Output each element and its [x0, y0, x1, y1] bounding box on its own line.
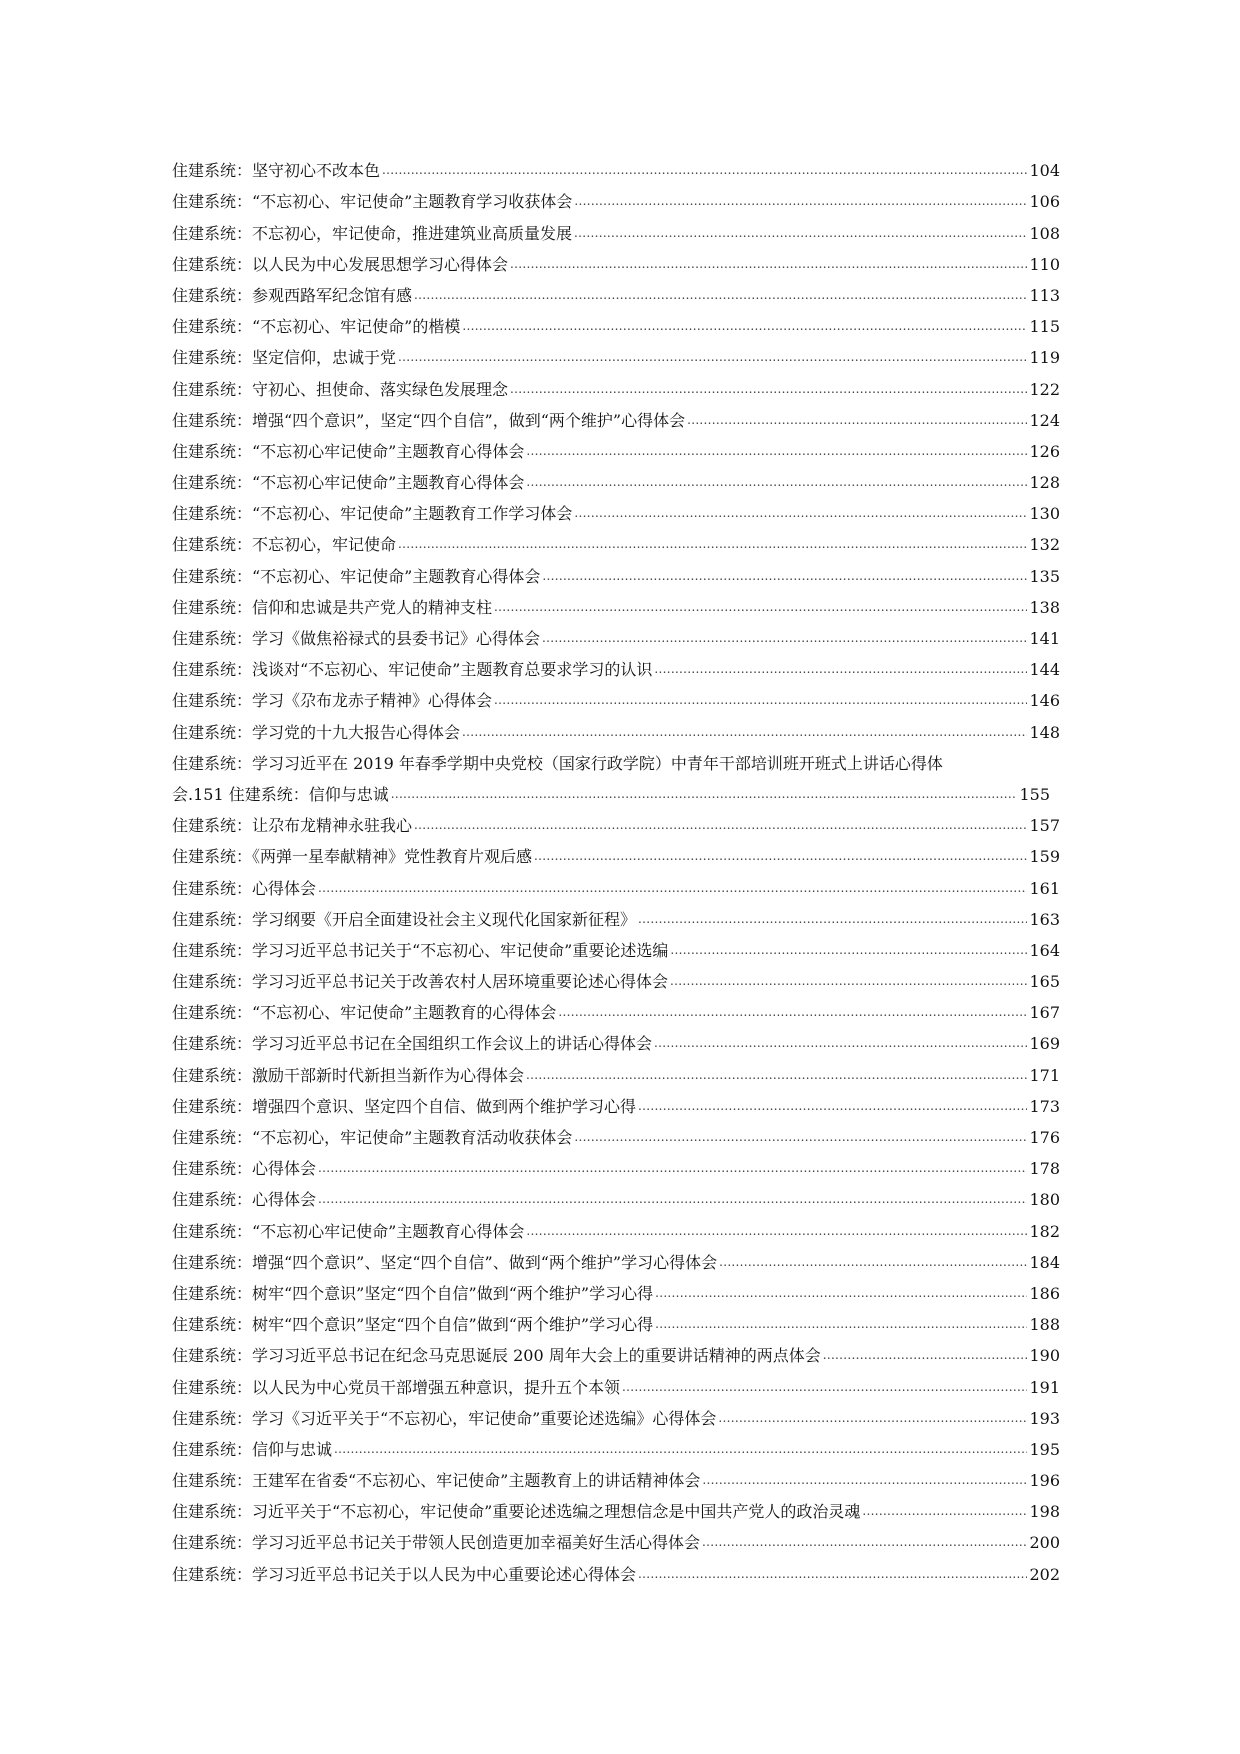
toc-wrapped-line2-page: 155: [1019, 784, 1050, 804]
toc-dot-leader: [670, 941, 1027, 961]
toc-entry[interactable]: [172, 181, 1060, 212]
toc-dot-leader: [414, 816, 1027, 836]
toc-entry-title: 住建系统：信仰与忠诚: [172, 1439, 333, 1459]
toc-entry-title: 住建系统：“不忘初心、牢记使命”主题教育工作学习体会: [172, 504, 573, 524]
toc-dot-leader: [510, 380, 1027, 400]
toc-entry[interactable]: [172, 680, 1060, 711]
toc-entry[interactable]: [172, 1522, 1060, 1553]
toc-entry-page-number: 184: [1029, 1252, 1060, 1272]
toc-dot-leader: [526, 1222, 1027, 1242]
toc-entry-title: 住建系统：不忘初心，牢记使命: [172, 535, 397, 555]
toc-dot-leader: [391, 785, 1018, 805]
toc-entry[interactable]: [172, 1023, 1060, 1054]
toc-entry[interactable]: [172, 493, 1060, 524]
toc-entry-page-number: 113: [1029, 285, 1060, 305]
toc-entry[interactable]: [172, 1304, 1060, 1335]
toc-entry-page-number: 193: [1029, 1408, 1060, 1428]
toc-entry[interactable]: [172, 992, 1060, 1023]
toc-entry[interactable]: [172, 306, 1060, 337]
toc-entry[interactable]: [172, 337, 1060, 368]
toc-entry[interactable]: [172, 431, 1060, 462]
toc-entry-page-number: 167: [1029, 1003, 1060, 1023]
toc-entry-page-number: 164: [1029, 940, 1060, 960]
toc-entry-page-number: 130: [1029, 504, 1060, 524]
toc-entry-title: 住建系统：《两弹一星奉献精神》党性教育片观后感: [172, 847, 533, 867]
toc-entry-title: 住建系统：学习习近平总书记关于以人民为中心重要论述心得体会: [172, 1564, 637, 1584]
toc-entry-page-number: 163: [1029, 909, 1060, 929]
toc-entry-title: 住建系统：“不忘初心、牢记使命”的楷模: [172, 317, 461, 337]
toc-dot-leader: [638, 1565, 1027, 1585]
toc-entry[interactable]: [172, 212, 1060, 243]
toc-entry[interactable]: [172, 1491, 1060, 1522]
toc-entry-title: 住建系统：树牢“四个意识”坚定“四个自信”做到“两个维护”学习心得: [172, 1283, 654, 1303]
toc-entry[interactable]: [172, 1460, 1060, 1491]
toc-entry-title: 住建系统：心得体会: [172, 1190, 317, 1210]
toc-entry-title: 住建系统：学习习近平总书记关于改善农村人居环境重要论述心得体会: [172, 972, 669, 992]
toc-entry-title: 住建系统：“不忘初心、牢记使命”主题教育心得体会: [172, 566, 541, 586]
toc-dot-leader: [622, 1378, 1027, 1398]
toc-entry-page-number: 146: [1029, 691, 1060, 711]
toc-dot-leader: [542, 567, 1027, 587]
toc-entry-title: 住建系统：学习《习近平关于“不忘初心，牢记使命”重要论述选编》心得体会: [172, 1408, 717, 1428]
toc-dot-leader: [462, 723, 1027, 743]
toc-wrapped-entry[interactable]: [172, 743, 1060, 805]
toc-entry[interactable]: [172, 711, 1060, 742]
toc-entry[interactable]: [172, 1366, 1060, 1397]
toc-dot-leader: [510, 255, 1027, 275]
toc-entry-page-number: 188: [1029, 1315, 1060, 1335]
toc-entry[interactable]: [172, 244, 1060, 275]
toc-entry-page-number: 110: [1029, 254, 1060, 274]
toc-dot-leader: [382, 161, 1027, 181]
toc-entry-title: 住建系统：树牢“四个意识”坚定“四个自信”做到“两个维护”学习心得: [172, 1315, 654, 1335]
toc-dot-leader: [638, 910, 1027, 930]
toc-entry[interactable]: [172, 555, 1060, 586]
toc-dot-leader: [494, 598, 1027, 618]
toc-entry-page-number: 122: [1029, 379, 1060, 399]
toc-entry-title: 住建系统：习近平关于“不忘初心，牢记使命”重要论述选编之理想信念是中国共产党人的政治灵魂: [172, 1502, 861, 1522]
toc-entry-title: 住建系统：以人民为中心党员干部增强五种意识，提升五个本领: [172, 1377, 621, 1397]
toc-entry[interactable]: [172, 930, 1060, 961]
toc-wrapped-line1: 住建系统：学习习近平在 2019 年春季学期中央党校（国家行政学院）中青年干部培训班开班式上讲话心得体: [172, 753, 943, 773]
toc-entry-title: 住建系统：“不忘初心、牢记使命”主题教育的心得体会: [172, 1003, 557, 1023]
toc-entry-page-number: 135: [1029, 566, 1060, 586]
toc-dot-leader: [638, 1097, 1027, 1117]
toc-entry[interactable]: [172, 1148, 1060, 1179]
toc-entry-page-number: 202: [1029, 1564, 1060, 1584]
toc-entry-page-number: 119: [1029, 348, 1060, 368]
toc-entry-page-number: 186: [1029, 1283, 1060, 1303]
toc-dot-leader: [398, 348, 1027, 368]
toc-entry-title: 住建系统：学习纲要《开启全面建设社会主义现代化国家新征程》: [172, 909, 637, 929]
toc-entry-page-number: 144: [1029, 660, 1060, 680]
toc-entry-title: 住建系统：让尕布龙精神永驻我心: [172, 816, 413, 836]
toc-dot-leader: [494, 691, 1027, 711]
toc-entry-page-number: 148: [1029, 722, 1060, 742]
toc-entry-page-number: 176: [1029, 1128, 1060, 1147]
toc-entry-page-number: 200: [1029, 1533, 1060, 1553]
toc-entry-title: 住建系统：学习党的十九大报告心得体会: [172, 722, 461, 742]
toc-entry-page-number: 124: [1029, 410, 1060, 430]
toc-dot-leader: [655, 1315, 1027, 1335]
toc-entry-title: 住建系统：学习《做焦裕禄式的县委书记》心得体会: [172, 629, 541, 648]
toc-dot-leader: [687, 411, 1027, 431]
toc-dot-leader: [318, 1159, 1027, 1179]
toc-entry-title: 住建系统：信仰和忠诚是共产党人的精神支柱: [172, 597, 493, 617]
toc-dot-leader: [414, 286, 1027, 306]
toc-entry[interactable]: [172, 1054, 1060, 1085]
toc-entry[interactable]: [172, 587, 1060, 618]
toc-dot-leader: [574, 224, 1027, 244]
toc-entry[interactable]: [172, 805, 1060, 836]
toc-entry-title: 住建系统：“不忘初心，牢记使命”主题教育活动收获体会: [172, 1128, 573, 1147]
toc-entry-title: 住建系统：激励干部新时代新担当新作为心得体会: [172, 1065, 525, 1085]
toc-entry[interactable]: [172, 899, 1060, 930]
toc-dot-leader: [702, 1533, 1027, 1553]
toc-entry-title: 住建系统：“不忘初心牢记使命”主题教育心得体会: [172, 441, 525, 461]
toc-entry-page-number: 128: [1029, 473, 1060, 493]
toc-entry[interactable]: [172, 1335, 1060, 1366]
toc-entry-page-number: 178: [1029, 1159, 1060, 1179]
toc-entry-page-number: 115: [1029, 317, 1060, 337]
toc-dot-leader: [655, 1284, 1027, 1304]
table-of-contents: [172, 150, 1060, 1585]
toc-entry-title: 住建系统：“不忘初心牢记使命”主题教育心得体会: [172, 1221, 525, 1241]
toc-dot-leader: [542, 629, 1027, 649]
toc-dot-leader: [398, 535, 1027, 555]
toc-group-after: [172, 805, 1060, 1585]
toc-entry[interactable]: [172, 1179, 1060, 1210]
toc-entry[interactable]: [172, 1429, 1060, 1460]
toc-dot-leader: [574, 504, 1027, 524]
toc-dot-leader: [534, 847, 1027, 867]
toc-entry-title: 住建系统：坚守初心不改本色: [172, 161, 381, 181]
toc-entry-page-number: 171: [1029, 1065, 1060, 1085]
toc-entry[interactable]: [172, 400, 1060, 431]
toc-entry-page-number: 169: [1029, 1034, 1060, 1054]
toc-entry-page-number: 195: [1029, 1439, 1060, 1459]
toc-entry[interactable]: [172, 1398, 1060, 1429]
toc-entry-title: 住建系统：心得体会: [172, 1159, 317, 1179]
toc-entry-page-number: 196: [1029, 1471, 1060, 1491]
toc-entry[interactable]: [172, 867, 1060, 898]
toc-entry[interactable]: [172, 1117, 1060, 1148]
toc-entry[interactable]: [172, 961, 1060, 992]
toc-entry-page-number: 191: [1029, 1377, 1060, 1397]
toc-dot-leader: [334, 1440, 1027, 1460]
toc-entry-title: 住建系统：增强“四个意识”，坚定“四个自信”，做到“两个维护”心得体会: [172, 410, 686, 430]
toc-entry-title: 住建系统：以人民为中心发展思想学习心得体会: [172, 254, 509, 274]
toc-dot-leader: [702, 1471, 1027, 1491]
toc-entry-page-number: 126: [1029, 441, 1060, 461]
toc-dot-leader: [654, 660, 1027, 680]
toc-entry[interactable]: [172, 524, 1060, 555]
toc-dot-leader: [526, 442, 1027, 462]
toc-entry-title: 住建系统：心得体会: [172, 878, 317, 898]
toc-entry-title: 住建系统：王建军在省委“不忘初心、牢记使命”主题教育上的讲话精神体会: [172, 1471, 701, 1491]
toc-entry-title: 住建系统：学习《尕布龙赤子精神》心得体会: [172, 691, 493, 711]
toc-entry[interactable]: [172, 836, 1060, 867]
toc-entry[interactable]: [172, 1553, 1060, 1584]
toc-entry-title: 住建系统：学习习近平总书记关于带领人民创造更加幸福美好生活心得体会: [172, 1533, 701, 1553]
toc-dot-leader: [318, 1190, 1027, 1210]
toc-entry[interactable]: [172, 1273, 1060, 1304]
toc-entry-page-number: 190: [1029, 1346, 1060, 1366]
toc-entry-page-number: 165: [1029, 972, 1060, 992]
toc-entry[interactable]: [172, 150, 1060, 181]
toc-dot-leader: [718, 1409, 1027, 1429]
toc-dot-leader: [462, 317, 1027, 337]
toc-entry[interactable]: [172, 618, 1060, 649]
toc-dot-leader: [574, 1128, 1027, 1148]
toc-dot-leader: [670, 972, 1027, 992]
toc-entry-title: 住建系统：不忘初心，牢记使命，推进建筑业高质量发展: [172, 223, 573, 243]
toc-entry[interactable]: [172, 1242, 1060, 1273]
toc-wrapped-line2-title: 会.151 住建系统：信仰与忠诚: [172, 784, 389, 804]
toc-entry[interactable]: [172, 649, 1060, 680]
toc-entry-page-number: 108: [1029, 223, 1060, 243]
toc-entry-title: 住建系统：浅谈对“不忘初心、牢记使命”主题教育总要求学习的认识: [172, 660, 653, 680]
toc-entry-page-number: 141: [1029, 629, 1060, 648]
toc-entry-title: 住建系统：守初心、担使命、落实绿色发展理念: [172, 379, 509, 399]
toc-entry[interactable]: [172, 462, 1060, 493]
toc-entry-page-number: 161: [1029, 878, 1060, 898]
toc-entry[interactable]: [172, 368, 1060, 399]
toc-entry-title: 住建系统：学习习近平总书记在全国组织工作会议上的讲话心得体会: [172, 1034, 653, 1054]
toc-dot-leader: [862, 1502, 1027, 1522]
toc-dot-leader: [823, 1346, 1028, 1366]
toc-entry-page-number: 173: [1029, 1096, 1060, 1116]
toc-entry-title: 住建系统：参观西路军纪念馆有感: [172, 285, 413, 305]
toc-entry-page-number: 182: [1029, 1221, 1060, 1241]
toc-dot-leader: [574, 192, 1027, 212]
toc-dot-leader: [318, 879, 1027, 899]
toc-dot-leader: [654, 1034, 1027, 1054]
toc-entry-page-number: 132: [1029, 535, 1060, 555]
toc-entry-title: 住建系统：学习习近平总书记关于“不忘初心、牢记使命”重要论述选编: [172, 940, 669, 960]
toc-entry-page-number: 138: [1029, 597, 1060, 617]
toc-entry-title: 住建系统：增强四个意识、坚定四个自信、做到两个维护学习心得: [172, 1096, 637, 1116]
toc-group-before: [172, 150, 1060, 743]
toc-dot-leader: [526, 473, 1027, 493]
toc-entry-title: 住建系统：学习习近平总书记在纪念马克思诞辰 200 周年大会上的重要讲话精神的两点体会: [172, 1346, 821, 1366]
toc-entry-page-number: 159: [1029, 847, 1060, 867]
toc-entry-page-number: 106: [1029, 192, 1060, 212]
toc-entry[interactable]: [172, 275, 1060, 306]
toc-entry-title: 住建系统：“不忘初心、牢记使命”主题教育学习收获体会: [172, 192, 573, 212]
toc-entry-title: 住建系统：增强“四个意识”、坚定“四个自信”、做到“两个维护”学习心得体会: [172, 1252, 718, 1272]
toc-entry-title: 住建系统：“不忘初心牢记使命”主题教育心得体会: [172, 473, 525, 493]
toc-dot-leader: [719, 1253, 1027, 1273]
toc-entry-title: 住建系统：坚定信仰，忠诚于党: [172, 348, 397, 368]
toc-entry[interactable]: [172, 1210, 1060, 1241]
toc-entry-page-number: 104: [1029, 161, 1060, 181]
toc-entry-page-number: 180: [1029, 1190, 1060, 1210]
toc-entry-page-number: 157: [1029, 816, 1060, 836]
toc-dot-leader: [558, 1003, 1027, 1023]
toc-entry[interactable]: [172, 1086, 1060, 1117]
toc-entry-page-number: 198: [1029, 1502, 1060, 1522]
toc-dot-leader: [526, 1066, 1027, 1086]
